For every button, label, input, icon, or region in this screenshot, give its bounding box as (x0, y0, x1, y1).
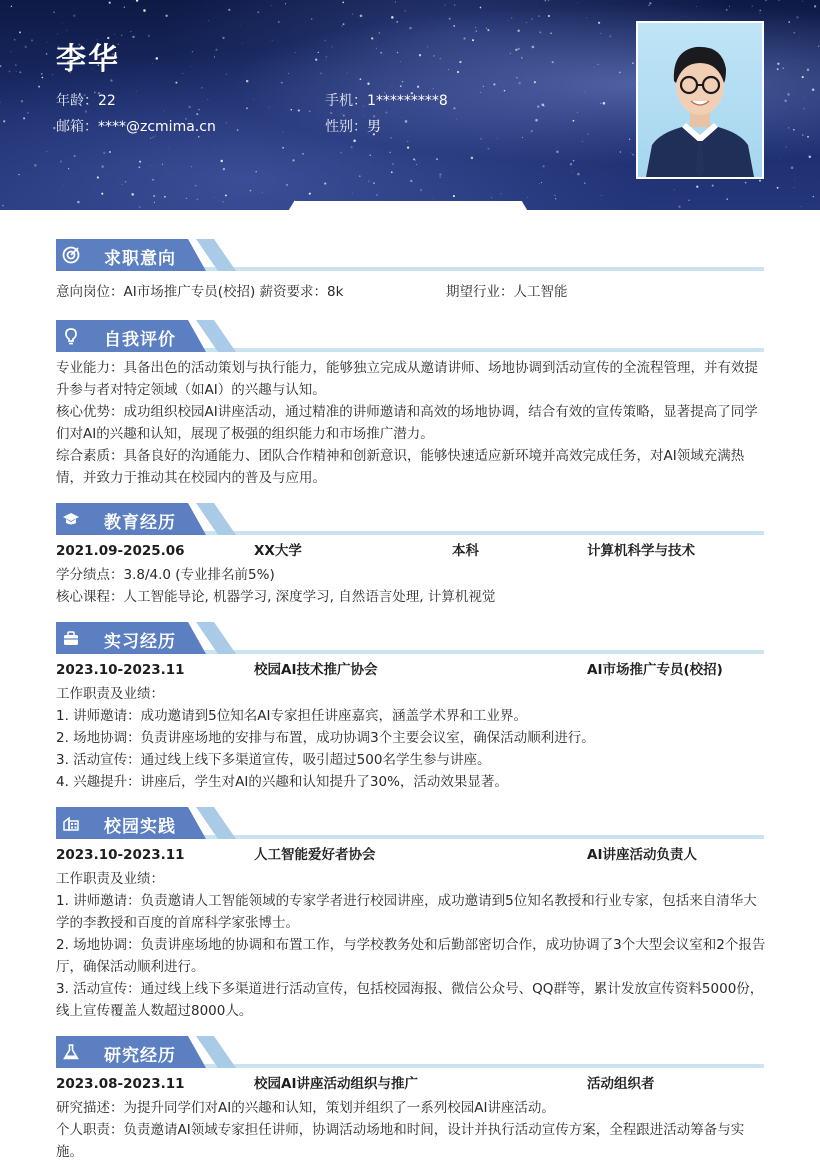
email-value: ****@zcmima.cn (98, 119, 216, 135)
intent-line (56, 281, 768, 303)
section-header-campus (56, 807, 764, 839)
internship-role: AI市场推广专员(校招) (587, 662, 723, 678)
briefcase-icon (62, 629, 80, 647)
education-courses: 核心课程：人工智能导论, 机器学习, 深度学习, 自然语言处理, 计算机视觉 (56, 589, 496, 605)
education-major: 计算机科学与技术 (587, 543, 695, 559)
target-icon (62, 246, 80, 264)
campus-role: AI讲座活动负责人 (587, 847, 697, 863)
intent-industry: 期望行业：人工智能 (446, 284, 568, 300)
self-eval-paragraph: 核心优势：成功组织校园AI讲座活动，通过精准的讲师邀请和高效的场地协调，结合有效的宣传策略，显著提高了同学们对AI的兴趣和认知，展现了极强的组织能力和市场推广潜力。 (56, 404, 758, 442)
internship-item: 2. 场地协调：负责讲座场地的安排与布置，成功协调3个主要会议室，确保活动顺利进行。 (56, 730, 595, 746)
gender-label: 性别： (325, 119, 367, 135)
internship-row (56, 659, 768, 681)
education-degree: 本科 (452, 543, 479, 559)
education-row (56, 540, 768, 562)
campus-item: 1. 讲师邀请：负责邀请人工智能领域的专家学者进行校园讲座，成功邀请到5位知名教授和行业专家，包括来自清华大学的李教授和百度的首席科学家张博士。 (56, 893, 757, 931)
education-school: XX大学 (254, 543, 302, 559)
phone-info (325, 90, 448, 110)
research-description: 研究描述：为提升同学们对AI的兴趣和认知，策划并组织了一系列校园AI讲座活动。 (56, 1100, 555, 1116)
internship-date: 2023.10-2023.11 (56, 662, 185, 678)
avatar-photo (636, 21, 764, 179)
section-header-intent (56, 239, 764, 271)
campus-date: 2023.10-2023.11 (56, 847, 185, 863)
section-title: 教育经历 (104, 513, 176, 533)
age-value: 22 (98, 93, 116, 109)
campus-item: 3. 活动宣传：通过线上线下多渠道进行活动宣传，包括校园海报、微信公众号、QQ群等，累计发放宣传资料5000份，线上宣传覆盖人数超过8000人。 (56, 981, 764, 1019)
research-project: 校园AI讲座活动组织与推广 (254, 1076, 418, 1092)
email-info (56, 116, 216, 136)
self-eval-paragraph: 专业能力：具备出色的活动策划与执行能力，能够独立完成从邀请讲师、场地协调到活动宣传的全流程管理，并有效提升参与者对特定领域（如AI）的兴趣与认知。 (56, 360, 758, 398)
section-header-education (56, 503, 764, 535)
internship-item: 3. 活动宣传：通过线上线下多渠道宣传，吸引超过500名学生参与讲座。 (56, 752, 491, 768)
gender-info (325, 116, 381, 136)
gender-value: 男 (367, 119, 381, 135)
section-title: 自我评价 (104, 330, 176, 350)
education-gpa: 学分绩点：3.8/4.0 (专业排名前5%) (56, 567, 275, 583)
age-info (56, 90, 116, 110)
internship-duties-label: 工作职责及业绩： (56, 686, 164, 702)
section-title: 校园实践 (104, 817, 176, 837)
education-date: 2021.09-2025.06 (56, 543, 185, 559)
internship-item: 4. 兴趣提升：讲座后，学生对AI的兴趣和认知提升了30%，活动效果显著。 (56, 774, 508, 790)
candidate-name: 李华 (56, 42, 120, 77)
research-duties: 个人职责：负责邀请AI领域专家担任讲师，协调活动场地和时间，设计并执行活动宣传方案，全程跟进活动筹备与实施。 (56, 1122, 745, 1160)
section-header-internship (56, 622, 764, 654)
phone-value: 1*********8 (367, 93, 448, 109)
section-title: 研究经历 (104, 1046, 176, 1066)
internship-item: 1. 讲师邀请：成功邀请到5位知名AI专家担任讲座嘉宾，涵盖学术界和工业界。 (56, 708, 527, 724)
building-icon (62, 814, 80, 832)
research-role: 活动组织者 (587, 1076, 655, 1092)
campus-duties-label: 工作职责及业绩： (56, 871, 164, 887)
campus-org: 人工智能爱好者协会 (254, 847, 376, 863)
flask-icon (62, 1043, 80, 1061)
lightbulb-icon (62, 327, 80, 345)
research-date: 2023.08-2023.11 (56, 1076, 185, 1092)
self-eval-paragraph: 综合素质：具备良好的沟通能力、团队合作精神和创新意识，能够快速适应新环境并高效完成任务，对AI领域充满热情，并致力于推动其在校园内的普及与应用。 (56, 448, 745, 486)
age-label: 年龄： (56, 93, 98, 109)
section-title: 求职意向 (104, 249, 176, 269)
graduation-cap-icon (62, 510, 80, 528)
header-notch (287, 201, 529, 210)
research-row (56, 1073, 768, 1095)
campus-row (56, 844, 768, 866)
header-banner (0, 0, 820, 210)
internship-org: 校园AI技术推广协会 (254, 662, 378, 678)
phone-label: 手机： (325, 93, 367, 109)
intent-position-salary: 意向岗位：AI市场推广专员(校招) 薪资要求：8k (56, 284, 344, 300)
campus-item: 2. 场地协调：负责讲座场地的协调和布置工作，与学校教务处和后勤部密切合作，成功协调了3个大型会议室和2个报告厅，确保活动顺利进行。 (56, 937, 766, 975)
section-header-self (56, 320, 764, 352)
section-title: 实习经历 (104, 632, 176, 652)
email-label: 邮箱： (56, 119, 98, 135)
section-header-research (56, 1036, 764, 1068)
